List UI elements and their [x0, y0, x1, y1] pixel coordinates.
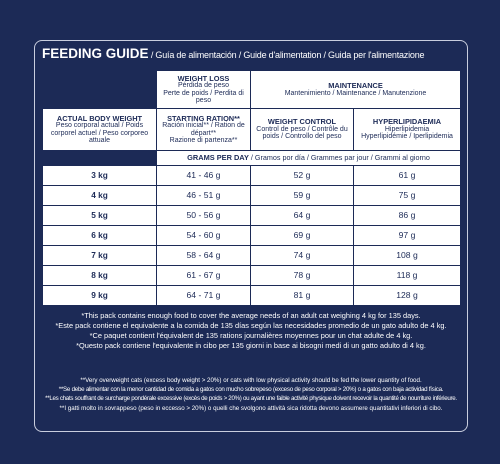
row-weight-control: 59 g: [251, 186, 354, 206]
table-row: [43, 206, 461, 226]
footnote-es: *Este pack contiene el equivalente a la comida de 135 días según las necesidades promedio de un gato adulto de 4 kg.: [55, 321, 447, 330]
feeding-rows: [43, 166, 461, 306]
title-main: FEEDING GUIDE: [42, 46, 149, 61]
footnote-small-en: **Very overweight cats (excess body weight > 20%) or cats with low physical activity should be fed the lower quantity of food.: [80, 377, 422, 384]
row-weight-control: 78 g: [251, 266, 354, 286]
header-maintenance-sub: Mantenimiento / Maintenance / Manutenzione: [284, 89, 427, 97]
row-starting-ration: 41 - 46 g: [157, 166, 251, 186]
header-starting-ration: STARTING RATION** Ración inicial** / Ration de départ** Razione di partenza**: [157, 109, 251, 151]
header-grams-per-day-sub: / Gramos por día / Grammes par jour / Grammi al giorno: [248, 153, 430, 163]
row-weight: 6 kg: [43, 226, 157, 246]
row-starting-ration: 58 - 64 g: [157, 246, 251, 266]
header-weight-loss-sub: Pérdida de peso Perte de poids / Perdita di peso: [163, 82, 244, 105]
header-actual-body-weight-sub: Peso corporal actual / Poids corporel actuel / Peso corporeo attuale: [50, 122, 149, 145]
row-starting-ration: 50 - 56 g: [157, 206, 251, 226]
empty-corner: [43, 71, 157, 109]
row-weight-control: 74 g: [251, 246, 354, 266]
title-sub: / Guía de alimentación / Guide d'alimentation / Guida per l'alimentazione: [148, 50, 425, 60]
footnote-small-fr: **Les chats souffrant de surcharge pondérale excessive (excès de poids > 20%) ou ayant une faible activité physique doivent recevoir la quantité de nourriture inférieure.: [45, 395, 457, 403]
row-starting-ration: 61 - 67 g: [157, 266, 251, 286]
page-title: [42, 46, 424, 61]
table-row: [43, 246, 461, 266]
row-hyperlipidaemia: 97 g: [354, 226, 461, 246]
row-hyperlipidaemia: 108 g: [354, 246, 461, 266]
row-weight-control: 64 g: [251, 206, 354, 226]
row-hyperlipidaemia: 86 g: [354, 206, 461, 226]
table-row: [43, 226, 461, 246]
footnote-en: *This pack contains enough food to cover the average needs of an adult cat weighing 4 kg for 135 days.: [81, 311, 421, 320]
table-row: [43, 166, 461, 186]
row-weight: 9 kg: [43, 286, 157, 306]
feeding-table: [42, 70, 461, 306]
row-weight-control: 52 g: [251, 166, 354, 186]
row-starting-ration: 64 - 71 g: [157, 286, 251, 306]
row-hyperlipidaemia: 75 g: [354, 186, 461, 206]
footnotes-small: [42, 376, 460, 413]
footnote-fr: *Ce paquet contient l'équivalent de 135 rations journalières moyennes pour un chat adulte de 4 kg.: [89, 331, 413, 340]
row-starting-ration: 46 - 51 g: [157, 186, 251, 206]
header-starting-ration-sub: Ración inicial** / Ration de départ** Razione di partenza**: [162, 122, 245, 145]
header-weight-control-sub: Control de peso / Contrôle du poids / Controllo del peso: [256, 126, 348, 141]
header-hyperlipidaemia: HYPERLIPIDAEMIA Hiperlipidemia Hyperlipidémie / Iperlipidemia: [354, 109, 461, 151]
header-maintenance: MAINTENANCE Mantenimiento / Maintenance / Manutenzione: [251, 71, 461, 109]
table-row: [43, 186, 461, 206]
row-weight-control: 69 g: [251, 226, 354, 246]
empty-grams-corner: [43, 151, 157, 166]
footnote-small-it: **I gatti molto in sovrappeso (peso in eccesso > 20%) o quelli che svolgono attività sica ridotta devono assumere quantitativi inferiori di cibo.: [59, 404, 443, 412]
table-row: [43, 266, 461, 286]
row-hyperlipidaemia: 128 g: [354, 286, 461, 306]
header-grams-per-day: GRAMS PER DAY / Gramos por día / Grammes par jour / Grammi al giorno: [157, 151, 461, 166]
header-hyperlipidaemia-sub: Hiperlipidemia Hyperlipidémie / Iperlipidemia: [361, 126, 453, 141]
row-weight: 5 kg: [43, 206, 157, 226]
header-weight-loss: WEIGHT LOSS Pérdida de peso Perte de poids / Perdita di peso: [157, 71, 251, 109]
footnote-it: *Questo pack contiene l'equivalente in cibo per 135 giorni in base ai bisogni medi di un gatto adulto di 4 kg.: [76, 341, 426, 350]
footnotes-main: [42, 311, 460, 351]
table-row: [43, 286, 461, 306]
row-weight: 8 kg: [43, 266, 157, 286]
row-weight: 4 kg: [43, 186, 157, 206]
row-starting-ration: 54 - 60 g: [157, 226, 251, 246]
row-weight: 7 kg: [43, 246, 157, 266]
footnote-small-es: **Se debe alimentar con la menor cantidad de comida a gatos con mucho sobrepeso (exceso de peso corporal > 20%) o a gatos con baja actividad física.: [58, 386, 444, 394]
header-weight-control: WEIGHT CONTROL Control de peso / Contrôle du poids / Controllo del peso: [251, 109, 354, 151]
row-weight: 3 kg: [43, 166, 157, 186]
row-weight-control: 81 g: [251, 286, 354, 306]
row-hyperlipidaemia: 118 g: [354, 266, 461, 286]
header-actual-body-weight: ACTUAL BODY WEIGHT Peso corporal actual / Poids corporel actuel / Peso corporeo attuale: [43, 109, 157, 151]
row-hyperlipidaemia: 61 g: [354, 166, 461, 186]
